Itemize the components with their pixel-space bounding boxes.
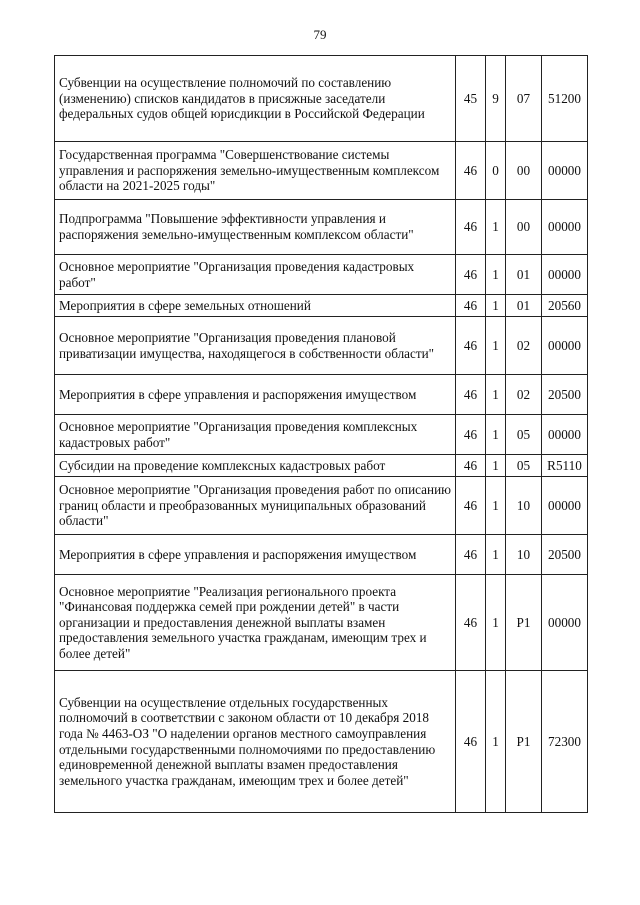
expense-name-cell: Мероприятия в сфере управления и распоряжения имуществом	[55, 375, 456, 415]
activity-code-cell: 10	[506, 477, 542, 535]
program-code-cell: 46	[456, 535, 486, 575]
program-code-cell: 46	[456, 255, 486, 295]
table-row	[55, 200, 588, 255]
subprogram-code-cell: 1	[486, 455, 506, 477]
direction-code-cell: R5110	[542, 455, 588, 477]
table-row	[55, 375, 588, 415]
direction-code-cell: 00000	[542, 255, 588, 295]
table-body	[55, 56, 588, 813]
table-row	[55, 415, 588, 455]
subprogram-code-cell: 1	[486, 317, 506, 375]
expense-name-cell: Основное мероприятие "Организация проведения комплексных кадастровых работ"	[55, 415, 456, 455]
subprogram-code-cell: 1	[486, 375, 506, 415]
table-row	[55, 255, 588, 295]
direction-code-cell: 20560	[542, 295, 588, 317]
program-code-cell: 46	[456, 142, 486, 200]
program-code-cell: 46	[456, 455, 486, 477]
activity-code-cell: 05	[506, 415, 542, 455]
expense-name-cell: Основное мероприятие "Организация проведения плановой приватизации имущества, находящегося в собственности области"	[55, 317, 456, 375]
expense-name-cell: Подпрограмма "Повышение эффективности управления и распоряжения земельно-имущественным комплексом области"	[55, 200, 456, 255]
program-code-cell: 46	[456, 317, 486, 375]
activity-code-cell: 00	[506, 142, 542, 200]
subprogram-code-cell: 9	[486, 56, 506, 142]
activity-code-cell: 05	[506, 455, 542, 477]
table-row	[55, 295, 588, 317]
expense-name-cell: Субсидии на проведение комплексных кадастровых работ	[55, 455, 456, 477]
direction-code-cell: 00000	[542, 575, 588, 671]
expense-name-cell: Основное мероприятие "Организация проведения работ по описанию границ области и преобразованных муниципальных образований области"	[55, 477, 456, 535]
expense-name-cell: Субвенции на осуществление отдельных государственных полномочий в соответствии с законом области от 10 декабря 2018 года № 4463-ОЗ "О наделении органов местного самоуправления отдельными государственными полномочиями по предоставлению единовременной денежной выплаты взамен предоставления земельного участка гражданам, имеющим трех и более детей"	[55, 671, 456, 813]
program-code-cell: 46	[456, 575, 486, 671]
direction-code-cell: 00000	[542, 317, 588, 375]
direction-code-cell: 20500	[542, 535, 588, 575]
subprogram-code-cell: 1	[486, 535, 506, 575]
expense-name-cell: Основное мероприятие "Организация проведения кадастровых работ"	[55, 255, 456, 295]
activity-code-cell: 02	[506, 317, 542, 375]
page-number: 79	[313, 27, 327, 42]
table-row	[55, 317, 588, 375]
program-code-cell: 46	[456, 375, 486, 415]
program-code-cell: 46	[456, 671, 486, 813]
activity-code-cell: 00	[506, 200, 542, 255]
expense-name-cell: Основное мероприятие "Реализация регионального проекта "Финансовая поддержка семей при рождении детей" в части организации и предоставления денежной выплаты взамен предоставления земельного участка гражданам, имеющим трех и более детей"	[55, 575, 456, 671]
table-row	[55, 535, 588, 575]
table-row	[55, 455, 588, 477]
expense-name-cell: Мероприятия в сфере земельных отношений	[55, 295, 456, 317]
activity-code-cell: Р1	[506, 575, 542, 671]
direction-code-cell: 00000	[542, 415, 588, 455]
program-code-cell: 46	[456, 295, 486, 317]
budget-classification-table	[54, 55, 588, 813]
table-row	[55, 477, 588, 535]
table-row	[55, 142, 588, 200]
activity-code-cell: 01	[506, 295, 542, 317]
expense-name-cell: Государственная программа "Совершенствование системы управления и распоряжения земельно-имущественным комплексом области на 2021-2025 годы"	[55, 142, 456, 200]
program-code-cell: 46	[456, 200, 486, 255]
table-row	[55, 56, 588, 142]
activity-code-cell: 01	[506, 255, 542, 295]
subprogram-code-cell: 1	[486, 477, 506, 535]
subprogram-code-cell: 0	[486, 142, 506, 200]
program-code-cell: 45	[456, 56, 486, 142]
activity-code-cell: 10	[506, 535, 542, 575]
activity-code-cell: 02	[506, 375, 542, 415]
program-code-cell: 46	[456, 477, 486, 535]
subprogram-code-cell: 1	[486, 415, 506, 455]
activity-code-cell: Р1	[506, 671, 542, 813]
program-code-cell: 46	[456, 415, 486, 455]
expense-name-cell: Субвенции на осуществление полномочий по составлению (изменению) списков кандидатов в присяжные заседатели федеральных судов общей юрисдикции в Российской Федерации	[55, 56, 456, 142]
table-row	[55, 575, 588, 671]
subprogram-code-cell: 1	[486, 575, 506, 671]
direction-code-cell: 00000	[542, 477, 588, 535]
expense-name-cell: Мероприятия в сфере управления и распоряжения имуществом	[55, 535, 456, 575]
subprogram-code-cell: 1	[486, 255, 506, 295]
subprogram-code-cell: 1	[486, 295, 506, 317]
direction-code-cell: 00000	[542, 200, 588, 255]
direction-code-cell: 00000	[542, 142, 588, 200]
direction-code-cell: 51200	[542, 56, 588, 142]
direction-code-cell: 20500	[542, 375, 588, 415]
subprogram-code-cell: 1	[486, 200, 506, 255]
table-row	[55, 671, 588, 813]
activity-code-cell: 07	[506, 56, 542, 142]
subprogram-code-cell: 1	[486, 671, 506, 813]
direction-code-cell: 72300	[542, 671, 588, 813]
